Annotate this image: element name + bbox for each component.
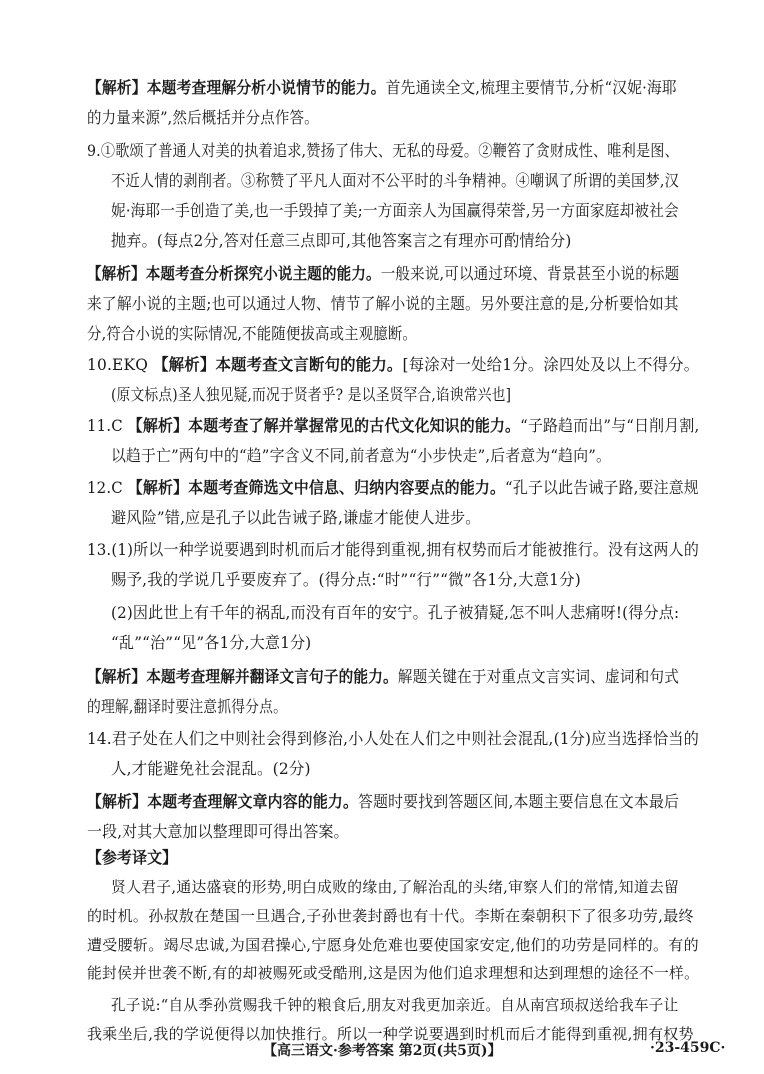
body-text: “孔子以此告诫子路,要注意规 (505, 478, 699, 497)
text-line (111, 385, 511, 405)
text-line (111, 603, 679, 623)
bold-heading-text: 【解析】本题考查筛选文中信息、归纳内容要点的能力。 (127, 478, 506, 497)
text-line (111, 570, 581, 590)
bold-heading-text: 【参考译文】 (87, 848, 178, 867)
body-text: 不近人情的剥削者。③称赞了平凡人面对不公平时的斗争精神。④嘲讽了所谓的美国梦,汉 (111, 171, 680, 190)
body-text: 的时机。孙叔敖在楚国一旦遇合,子孙世袭封爵也有十代。李斯在秦朝积下了很多功劳,最终 (87, 907, 694, 925)
body-text: “子路趋而出”与“日削月割, (520, 416, 700, 435)
body-text: 9.①歌颂了普通人对美的执着追求,赞扬了伟大、无私的母爱。②鞭笞了贪财成性、唯利是图、 (87, 141, 679, 160)
body-text: 避风险”错,应是孔子以此告诫子路,谦虚才能使人进步。 (111, 508, 481, 527)
body-text: 的理解,翻译时要注意抓得分点。 (87, 697, 288, 716)
text-line (87, 478, 699, 498)
document-code: ·23-459C· (650, 1040, 726, 1056)
text-line (111, 759, 311, 779)
body-text: 我乘坐后,我的学说便得以加快推行。所以一种学说要遇到时机而后才能得到重视,拥有权势 (87, 1025, 694, 1043)
bold-heading-text: 【解析】本题考查理解分析小说情节的能力。 (87, 78, 386, 97)
text-line (87, 416, 699, 436)
body-text: 答题时要找到答题区间,本题主要信息在文本最后 (358, 792, 680, 811)
body-text: 孔子说:“自从季孙赏赐我千钟的粮食后,朋友对我更加亲近。自从南宫顼叔送给我车子让 (111, 996, 679, 1014)
body-text: 抛弃。(每点2分,答对任意三点即可,其他答案言之有理亦可酌情给分) (111, 231, 572, 250)
text-line (111, 877, 679, 897)
body-text: 以趋于亡”两句中的“趋”字含义不同,前者意为“小步快走”,后者意为“趋向”。 (111, 446, 612, 465)
bold-heading-text: 【解析】本题考查理解文章内容的能力。 (87, 792, 359, 811)
text-line (111, 446, 611, 466)
bold-heading-text: 【解析】本题考查理解并翻译文言句子的能力。 (87, 667, 398, 686)
body-text: 的力量来源”,然后概括并分点作答。 (87, 108, 319, 127)
text-line (87, 294, 679, 314)
text-line (87, 848, 177, 868)
text-line (87, 78, 677, 98)
page-footer: 【高三语文·参考答案 第2页(共5页)】 (263, 1043, 502, 1059)
text-line (111, 995, 679, 1015)
bold-heading-text: 【解析】本题考查分析探究小说主题的能力。 (87, 264, 381, 283)
text-line (87, 792, 679, 812)
body-text: 13.(1)所以一种学说要遇到时机而后才能得到重视,拥有权势而后才能被推行。没有这两人的 (87, 540, 699, 559)
body-text: 人,才能避免社会混乱。(2分) (111, 759, 311, 778)
body-text: “乱”“治”“见”各1分,大意1分) (111, 633, 312, 652)
text-line (111, 171, 679, 191)
text-line (111, 201, 679, 221)
text-line (111, 508, 481, 528)
body-text: 解题关键在于对重点文言实词、虚词和句式 (397, 667, 680, 686)
text-line (87, 963, 699, 983)
text-line (87, 667, 679, 687)
body-text: 11.C (87, 416, 128, 435)
body-text: 能封侯并世袭不断,有的却被赐死或受酷刑,这是因为他们追求理想和达到理想的途径不一样。 (87, 964, 700, 982)
body-text: 一段,对其大意加以整理即可得出答案。 (87, 822, 349, 841)
text-line (87, 141, 679, 161)
text-line (87, 729, 699, 749)
text-line (87, 324, 417, 344)
body-text: 分,符合小说的实际情况,不能随便拔高或主观臆断。 (87, 324, 417, 343)
body-text: (2)因此世上有千年的祸乱,而没有百年的安宁。孔子被猜疑,怎不叫人悲痛呀!(得分点: (111, 603, 680, 622)
body-text: 14.君子处在人们之中则社会得到修治,小人处在人们之中则社会混乱,(1分)应当选择恰当的 (87, 729, 700, 748)
body-text: 来了解小说的主题;也可以通过人物、情节了解小说的主题。另外要注意的是,分析要恰如其 (87, 294, 679, 313)
body-text: 赐予,我的学说几乎要废弃了。(得分点:“时”“行”“微”各1分,大意1分) (111, 570, 581, 589)
text-line (87, 906, 694, 926)
body-text: 遭受腰斩。竭尽忠诚,为国君操心,宁愿身处危难也要使国家安定,他们的功劳是同样的。有的 (87, 936, 699, 954)
text-line (87, 697, 287, 717)
bold-heading-text: 【解析】本题考查文言断句的能力。 (153, 355, 403, 374)
text-line (87, 935, 699, 955)
bold-heading-text: 【解析】本题考查了解并掌握常见的古代文化知识的能力。 (127, 416, 521, 435)
body-text: 10.EKQ (87, 355, 154, 374)
body-text: 妮·海耶一手创造了美,也一手毁掉了美;一方面亲人为国赢得荣誉,另一方面家庭却被社会 (111, 201, 679, 220)
body-text: 12.C (87, 478, 128, 497)
body-text: 一般来说,可以通过环境、背景甚至小说的标题 (380, 264, 680, 283)
text-line (87, 108, 319, 128)
body-text: 贤人君子,通达盛衰的形势,明白成败的缘由,了解治乱的头绪,审察人们的常情,知道去留 (111, 878, 680, 896)
text-line (87, 355, 699, 375)
body-text: 首先通读全文,梳理主要情节,分析“汉妮·海耶 (385, 78, 677, 97)
text-line (87, 264, 679, 284)
body-text: (原文标点)圣人独见疑,而况于贤者乎? 是以圣贤罕合,谄谀常兴也] (111, 385, 512, 404)
body-text: [每涂对一处给1分。涂四处及以上不得分。 (402, 355, 700, 374)
text-line (87, 822, 349, 842)
text-line (87, 540, 699, 560)
text-line (111, 231, 571, 251)
text-line (111, 633, 311, 653)
